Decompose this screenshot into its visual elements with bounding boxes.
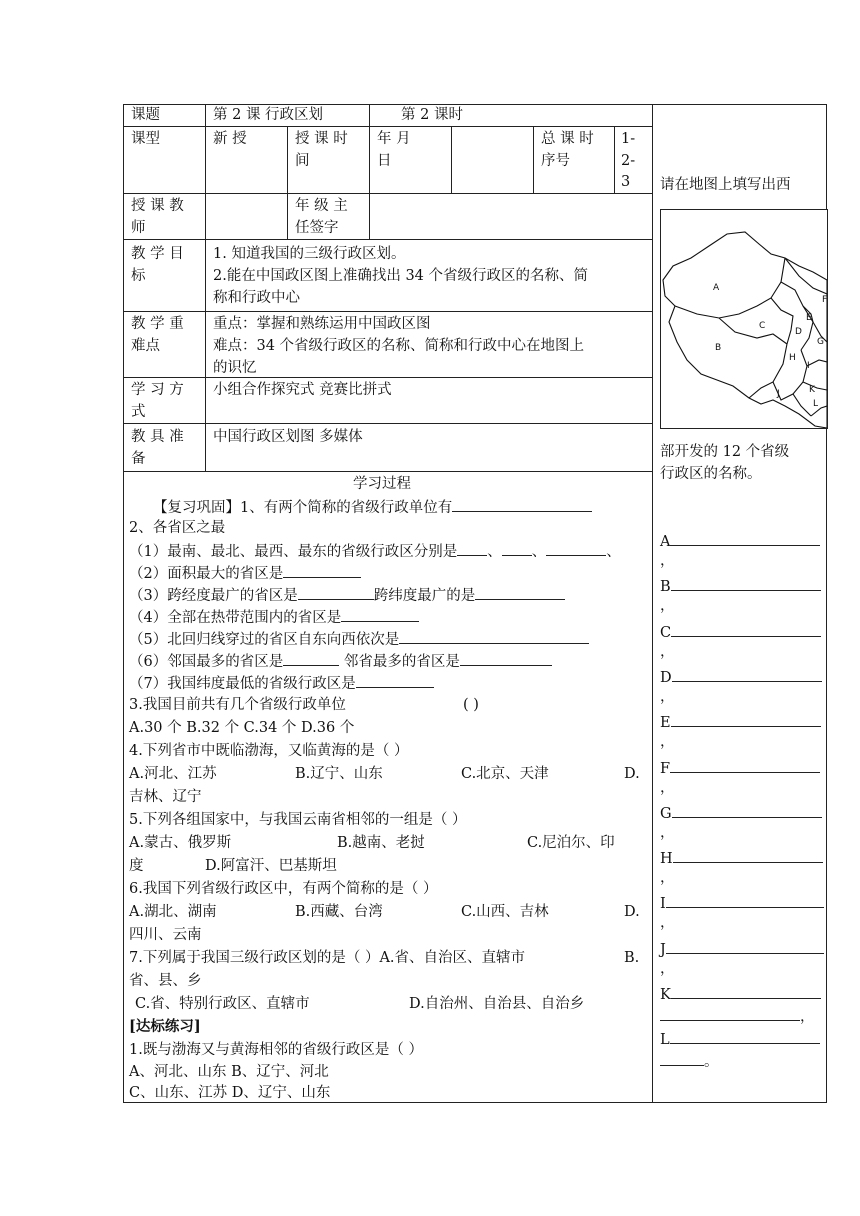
answer-row-g bbox=[660, 801, 822, 825]
answer-row-cont bbox=[660, 1049, 719, 1073]
map-label-f: F bbox=[822, 295, 827, 305]
q4-option-b: B.辽宁、山东 bbox=[295, 766, 383, 782]
q7-option-b-text: 省、县、乡 bbox=[129, 973, 202, 989]
answer-blank[interactable] bbox=[671, 982, 821, 999]
q5-option-d: D.阿富汗、巴基斯坦 bbox=[205, 858, 337, 874]
answer-row-c bbox=[660, 620, 821, 644]
key-points-label: 教 学 重 bbox=[131, 316, 184, 332]
lesson-title: 第 2 课 行政区划 bbox=[213, 107, 324, 123]
answer-blank[interactable] bbox=[670, 529, 820, 546]
map-svg bbox=[661, 210, 827, 428]
answer-letter: J bbox=[660, 942, 666, 958]
map-instruction-1: 请在地图上填写出西 bbox=[660, 177, 791, 193]
q3-options: A.30 个 B.32 个 C.34 个 D.36 个 bbox=[129, 720, 355, 736]
grade-director-label: 年 级 主 bbox=[295, 198, 348, 214]
q5-option-b: B.越南、老挝 bbox=[337, 835, 425, 851]
q5-option-a: A.蒙古、俄罗斯 bbox=[129, 835, 232, 851]
q7-option-d: D.自治州、自治县、自治乡 bbox=[409, 996, 585, 1012]
answer-blank[interactable] bbox=[666, 937, 824, 954]
q6-option-d-text: 四川、云南 bbox=[129, 927, 202, 943]
answer-letter: L bbox=[660, 1032, 670, 1048]
q2-1: （1）最南、最北、最西、最东的省级行政区分别是 、 、 、 bbox=[129, 539, 621, 563]
answer-comma: ， bbox=[800, 1009, 815, 1025]
answer-row-i bbox=[660, 891, 824, 915]
answer-comma: ， bbox=[660, 644, 675, 660]
method-label: 学 习 方 bbox=[131, 382, 184, 398]
answer-blank[interactable] bbox=[670, 1027, 820, 1044]
q3-answer-paren[interactable]: ( ) bbox=[463, 697, 479, 713]
answer-row-cont bbox=[660, 1004, 815, 1028]
map-label-g: G bbox=[817, 337, 824, 347]
answer-row-d bbox=[660, 665, 822, 689]
teaching-tools: 中国行政区划图 多媒体 bbox=[213, 429, 363, 445]
q4-option-c: C.北京、天津 bbox=[461, 766, 549, 782]
answer-letter: C bbox=[660, 625, 672, 641]
method-label-2: 式 bbox=[131, 404, 146, 420]
answer-blank[interactable] bbox=[356, 671, 434, 688]
practice-q1: 1.既与渤海又与黄海相邻的省级行政区是（ ） bbox=[129, 1042, 423, 1058]
map-label-a: A bbox=[713, 283, 720, 293]
q4-option-d: D. bbox=[624, 766, 640, 782]
q2-5 bbox=[129, 627, 589, 651]
q2-3a-text: （3）跨经度最广的省区是 bbox=[129, 588, 298, 604]
answer-comma: ， bbox=[660, 780, 675, 796]
q4-option-a: A.河北、江苏 bbox=[129, 766, 217, 782]
practice-heading: [达标练习] bbox=[129, 1018, 201, 1035]
answer-row-h bbox=[660, 846, 823, 870]
review-q1-text: 【复习巩固】1、有两个简称的省级行政单位有 bbox=[153, 500, 453, 516]
lesson-plan-sheet bbox=[123, 104, 827, 1103]
objective-1: 1. 知道我国的三级行政区划。 bbox=[213, 246, 406, 262]
q2-4-text: （4）全部在热带范围内的省区是 bbox=[129, 610, 342, 626]
answer-blank[interactable] bbox=[475, 583, 565, 600]
answer-comma: ， bbox=[660, 915, 675, 931]
answer-blank[interactable] bbox=[298, 583, 374, 600]
tools-label-2: 备 bbox=[131, 451, 146, 467]
objective-2-cont: 称和行政中心 bbox=[213, 290, 300, 306]
answer-blank[interactable] bbox=[283, 561, 361, 578]
objective-2: 2.能在中国政区图上准确找出 34 个省级行政区的名称、简 bbox=[213, 268, 589, 284]
objectives-label: 教 学 目 bbox=[131, 246, 184, 262]
q5-option-c-cont: 度 bbox=[129, 858, 144, 874]
answer-blank[interactable] bbox=[672, 665, 822, 682]
q2-7-text: （7）我国纬度最低的省级行政区是 bbox=[129, 676, 356, 692]
answer-blank[interactable] bbox=[460, 649, 552, 666]
difficult-point: 难点：34 个省级行政区的名称、简称和行政中心在地图上 bbox=[213, 338, 585, 354]
answer-blank[interactable] bbox=[671, 574, 821, 591]
map-label-i: I bbox=[807, 361, 810, 371]
border-xinjiang bbox=[675, 258, 785, 318]
q2-3b-text: 跨纬度最广的是 bbox=[373, 588, 476, 604]
q5: 5.下列各组国家中，与我国云南省相邻的一组是（ ） bbox=[129, 812, 467, 828]
answer-comma: ， bbox=[660, 598, 675, 614]
q5-option-c: C.尼泊尔、印 bbox=[527, 835, 615, 851]
teacher-label-2: 师 bbox=[131, 220, 146, 236]
q7-option-c: C.省、特别行政区、直辖市 bbox=[135, 996, 310, 1012]
map-outline bbox=[663, 232, 827, 428]
map-label-h: H bbox=[789, 353, 796, 363]
q2-6 bbox=[129, 649, 552, 673]
q4-option-d-text: 吉林、辽宁 bbox=[129, 789, 202, 805]
answer-comma: ， bbox=[660, 870, 675, 886]
answer-blank[interactable] bbox=[660, 1049, 704, 1066]
map-labels bbox=[713, 283, 827, 409]
q7: 7.下列属于我国三级行政区划的是（ ）A.省、自治区、直辖市 bbox=[129, 950, 526, 966]
q2-7 bbox=[129, 671, 434, 695]
grade-director-label-2: 任签字 bbox=[295, 220, 339, 236]
answer-blank[interactable] bbox=[452, 495, 592, 512]
difficult-point-cont: 的识忆 bbox=[213, 360, 257, 376]
objectives-label-2: 标 bbox=[131, 268, 146, 284]
map-label-j: J bbox=[777, 389, 780, 399]
q2-2 bbox=[129, 561, 361, 585]
answer-blank[interactable] bbox=[671, 710, 821, 727]
tools-label: 教 具 准 bbox=[131, 429, 184, 445]
review-q1 bbox=[153, 495, 592, 519]
answer-blank[interactable] bbox=[671, 620, 821, 637]
border-tibet-qinghai bbox=[719, 318, 787, 344]
answer-letter: E bbox=[660, 715, 671, 731]
answer-letter: B bbox=[660, 579, 671, 595]
answer-comma: ， bbox=[660, 825, 675, 841]
q2-4 bbox=[129, 605, 419, 629]
teacher-label: 授 课 教 bbox=[131, 198, 184, 214]
answer-row-k bbox=[660, 982, 821, 1006]
answer-comma: ， bbox=[660, 553, 675, 569]
q6-option-a: A.湖北、湖南 bbox=[129, 904, 217, 920]
answer-blank[interactable] bbox=[546, 539, 606, 556]
map-label-d: D bbox=[795, 327, 802, 337]
answer-blank[interactable] bbox=[672, 801, 822, 818]
china-west-map bbox=[660, 209, 828, 429]
key-points-label-2: 难点 bbox=[131, 338, 160, 354]
answer-row-b bbox=[660, 574, 821, 598]
sequence-label: 总 课 时 bbox=[541, 131, 594, 147]
answer-letter: A bbox=[660, 534, 671, 550]
year-month: 年 月 bbox=[377, 131, 411, 147]
map-label-e: E bbox=[806, 313, 812, 323]
answer-end-mark: 。 bbox=[704, 1054, 719, 1070]
map-instruction-3: 行政区的名称。 bbox=[660, 466, 762, 482]
answer-blank[interactable] bbox=[457, 539, 487, 556]
answer-letter: K bbox=[660, 987, 671, 1003]
answer-row-a bbox=[660, 529, 820, 553]
map-label-l: L bbox=[813, 399, 819, 409]
q6-option-c: C.山西、吉林 bbox=[461, 904, 549, 920]
lesson-period: 第 2 课时 bbox=[401, 107, 463, 123]
learning-method: 小组合作探究式 竞赛比拼式 bbox=[213, 382, 392, 398]
answer-comma: ， bbox=[660, 961, 675, 977]
border-sichuan bbox=[749, 344, 787, 398]
answer-row-l bbox=[660, 1027, 820, 1051]
answer-row-j bbox=[660, 937, 824, 961]
answer-letter: I bbox=[660, 896, 666, 912]
process-title: 学习过程 bbox=[353, 476, 411, 492]
map-instruction-2: 部开发的 12 个省级 bbox=[660, 444, 790, 460]
answer-blank[interactable] bbox=[670, 756, 820, 773]
answer-letter: H bbox=[660, 851, 673, 867]
key-point: 重点：掌握和熟练运用中国政区图 bbox=[213, 316, 431, 332]
border-qinghai-east bbox=[771, 298, 793, 344]
map-label-b: B bbox=[715, 343, 722, 353]
q2-6a-text: （6）邻国最多的省区是 bbox=[129, 654, 284, 670]
answer-row-f bbox=[660, 756, 820, 780]
q2-heading: 2、各省区之最 bbox=[129, 520, 226, 536]
sequence-value-3: 3 bbox=[621, 174, 631, 190]
day: 日 bbox=[377, 153, 392, 169]
q2-3 bbox=[129, 583, 565, 607]
map-label-k: K bbox=[809, 385, 815, 395]
answer-comma: ， bbox=[660, 734, 675, 750]
q7-option-b: B. bbox=[624, 950, 640, 966]
answer-letter: D bbox=[660, 670, 672, 686]
q2-2-text: （2）面积最大的省区是 bbox=[129, 566, 284, 582]
q2-5-text: （5）北回归线穿过的省区自东向西依次是 bbox=[129, 632, 400, 648]
sequence-value-1: 1- bbox=[621, 131, 636, 147]
answer-comma: ， bbox=[660, 689, 675, 705]
answer-row-e bbox=[660, 710, 821, 734]
row-type-label: 课型 bbox=[131, 131, 160, 147]
answer-blank[interactable] bbox=[502, 539, 532, 556]
answer-letter: G bbox=[660, 806, 672, 822]
q3: 3.我国目前共有几个省级行政单位 bbox=[129, 697, 346, 713]
sequence-label-2: 序号 bbox=[541, 153, 570, 169]
answer-blank[interactable] bbox=[666, 891, 824, 908]
teaching-time-label-2: 间 bbox=[295, 153, 310, 169]
teaching-time-label: 授 课 时 bbox=[295, 131, 348, 147]
border-chongqing bbox=[807, 360, 827, 366]
border-yunnan bbox=[773, 382, 811, 416]
q6-option-b: B.西藏、台湾 bbox=[295, 904, 383, 920]
q2-1-text: （1）最南、最北、最西、最东的省级行政区分别是 bbox=[129, 544, 458, 560]
lesson-type: 新 授 bbox=[213, 131, 247, 147]
answer-blank[interactable] bbox=[399, 627, 589, 644]
practice-q1-options-ab: A、河北、山东 B、辽宁、河北 bbox=[129, 1064, 329, 1080]
answer-blank[interactable] bbox=[341, 605, 419, 622]
practice-q1-options-cd: C、山东、江苏 D、辽宁、山东 bbox=[129, 1085, 331, 1101]
border-guizhou bbox=[803, 382, 827, 390]
answer-blank[interactable] bbox=[673, 846, 823, 863]
answer-letter: F bbox=[660, 761, 671, 777]
q6: 6.我国下列省级行政区中，有两个简称的是（ ） bbox=[129, 881, 438, 897]
row-lesson-label: 课题 bbox=[131, 107, 160, 123]
answer-blank[interactable] bbox=[660, 1004, 800, 1021]
answer-blank[interactable] bbox=[283, 649, 339, 666]
sequence-value-2: 2- bbox=[621, 153, 636, 169]
q6-option-d: D. bbox=[624, 904, 640, 920]
q4: 4.下列省市中既临渤海，又临黄海的是（ ） bbox=[129, 743, 409, 759]
map-label-c: C bbox=[759, 321, 766, 331]
q2-6b-text: 邻省最多的省区是 bbox=[343, 654, 460, 670]
